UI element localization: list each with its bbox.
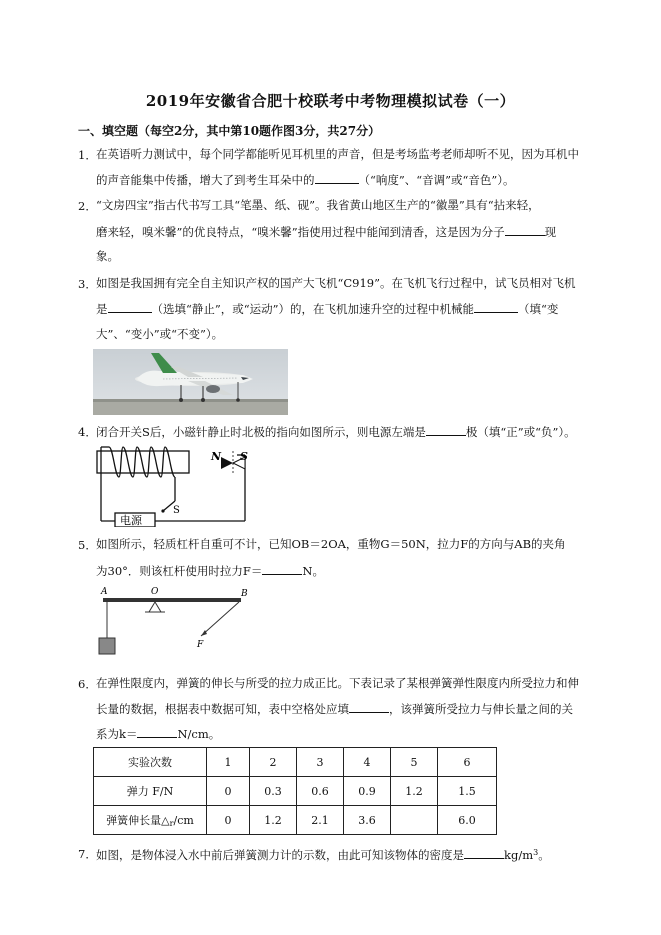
q6-line1: 在弹性限度内，弹簧的伸长与所受的拉力成正比。下表记录了某根弹簧弹性限度内所受拉力和伸 — [96, 676, 579, 690]
table-cell: 0 — [207, 806, 250, 835]
table-cell: 6.0 — [438, 806, 497, 835]
q3-line1: 如图是我国拥有完全自主知识产权的国产大飞机“C919”。在飞机飞行过程中，试飞员相对飞机 — [96, 276, 576, 290]
q4-number: 4． — [78, 425, 97, 439]
table-cell: 5 — [391, 748, 438, 777]
q1-number: 1． — [78, 148, 97, 162]
q7-line1-text: 如图，是物体浸入水中前后弹簧测力计的示数，由此可知该物体的密度是 — [96, 848, 464, 862]
table-cell: 0 — [207, 777, 250, 806]
q7-line1-tail: 。 — [538, 848, 550, 862]
page-title: 2019年安徽省合肥十校联考中考物理模拟试卷（一） — [145, 92, 516, 110]
q7-unit-exponent: 3 — [533, 848, 539, 857]
table-cell: 1 — [207, 748, 250, 777]
table-cell: 3.6 — [344, 806, 391, 835]
lever-label-o: O — [151, 587, 159, 597]
q2-line2 — [96, 224, 556, 239]
q3-answer-blank-2[interactable] — [474, 301, 518, 313]
q2-line2-tail: 现 — [544, 225, 557, 239]
q3-line2-text: 是 — [96, 302, 108, 316]
q6-line2-text: 长量的数据，根据表中数据可知，表中空格处应填 — [96, 702, 349, 716]
compass-south-label: S — [240, 450, 248, 463]
q4-answer-blank[interactable] — [426, 424, 466, 436]
table-cell: 6 — [438, 748, 497, 777]
q2-number: 2． — [78, 199, 97, 213]
row-label-sub: r — [169, 819, 174, 828]
table-row — [94, 806, 497, 835]
table-cell: 1.2 — [250, 806, 297, 835]
q6-line3 — [96, 726, 220, 741]
lever-diagram — [93, 584, 253, 664]
table-cell: 3 — [297, 748, 344, 777]
q7-answer-blank[interactable] — [464, 847, 504, 859]
q6-line3-tail: N/cm。 — [177, 727, 221, 741]
q1-line2-text: 的声音能集中传播，增大了到考生耳朵中的 — [96, 173, 315, 187]
q2-line3: 象。 — [96, 249, 119, 263]
solenoid-circuit-diagram — [93, 445, 253, 527]
table-cell: 4 — [344, 748, 391, 777]
q4-line1 — [96, 424, 576, 439]
table-cell: 实验次数 — [94, 748, 207, 777]
table-cell — [94, 806, 207, 835]
table-row — [94, 777, 497, 806]
table-cell: 0.6 — [297, 777, 344, 806]
q2-answer-blank[interactable] — [505, 224, 545, 236]
q2-line2-text: 磨来轻，嗅米馨”的优良特点，“嗅米馨”指使用过程中能闻到清香，这是因为分子 — [96, 225, 505, 239]
q4-line1-text: 闭合开关S后，小磁针静止时北极的指向如图所示，则电源左端是 — [96, 425, 426, 439]
section-heading: 一、填空题（每空2分，其中第10题作图3分，共27分） — [78, 124, 381, 138]
table-empty-cell[interactable] — [391, 806, 438, 835]
q3-answer-blank-1[interactable] — [108, 301, 152, 313]
row-label-unit: /cm — [173, 814, 194, 827]
q1-line2-tail: （“响度”、“音调”或“音色”）。 — [358, 173, 515, 187]
q1-line2 — [96, 172, 515, 187]
q3-line2 — [96, 301, 558, 316]
q1-answer-blank[interactable] — [315, 172, 359, 184]
q7-line1 — [96, 846, 550, 862]
switch-label: S — [173, 505, 180, 516]
q6-number: 6． — [78, 677, 97, 691]
q6-answer-blank-1[interactable] — [349, 701, 389, 713]
table-cell: 1.5 — [438, 777, 497, 806]
table-cell: 弹力 F/N — [94, 777, 207, 806]
q6-line3-text: 系为k＝ — [96, 727, 138, 741]
lever-label-a: A — [101, 587, 108, 597]
table-cell: 0.3 — [250, 777, 297, 806]
table-cell: 2 — [250, 748, 297, 777]
compass-north-label: N — [211, 450, 222, 463]
spring-data-table — [93, 747, 497, 835]
q2-line1: “文房四宝”指古代书写工具“笔墨、纸、砚”。我省黄山地区生产的“徽墨”具有“拈来轻， — [96, 198, 540, 212]
q3-line3: 大”、“变小”或“不变”）。 — [96, 327, 224, 341]
q5-line2-text: 为30°．则该杠杆使用时拉力F＝ — [96, 564, 263, 578]
q6-line2-tail: ，该弹簧所受拉力与伸长量之间的关 — [389, 702, 573, 716]
q7-number: 7． — [78, 847, 97, 861]
table-cell: 2.1 — [297, 806, 344, 835]
q3-line2-mid: （选填“静止”，或“运动”）的，在飞机加速升空的过程中机械能 — [151, 302, 475, 316]
q5-answer-blank[interactable] — [262, 563, 302, 575]
q5-line2-tail: N。 — [302, 564, 324, 578]
c919-airplane-photo — [93, 349, 288, 415]
lever-label-f: F — [197, 640, 204, 650]
table-row — [94, 748, 497, 777]
q6-answer-blank-2[interactable] — [137, 726, 177, 738]
q5-line2 — [96, 563, 324, 578]
table-cell: 0.9 — [344, 777, 391, 806]
q4-line1-tail: 极（填“正”或“负”）。 — [465, 425, 576, 439]
battery-label: 电源 — [120, 514, 142, 527]
q7-unit: kg/m — [504, 848, 534, 862]
q3-line2-tail: （填“变 — [518, 302, 559, 316]
q5-line1: 如图所示，轻质杠杆自重可不计，已知OB＝2OA，重物G＝50N，拉力F的方向与AB的夹角 — [96, 537, 566, 551]
q6-line2 — [96, 701, 573, 716]
lever-label-b: B — [241, 589, 248, 599]
q1-line1: 在英语听力测试中，每个同学都能听见耳机里的声音，但是考场监考老师却听不见，因为耳机中 — [96, 147, 579, 161]
q5-number: 5． — [78, 538, 97, 552]
table-cell: 1.2 — [391, 777, 438, 806]
row-label-main: 弹簧伸长量△ — [106, 814, 170, 827]
q3-number: 3． — [78, 277, 97, 291]
